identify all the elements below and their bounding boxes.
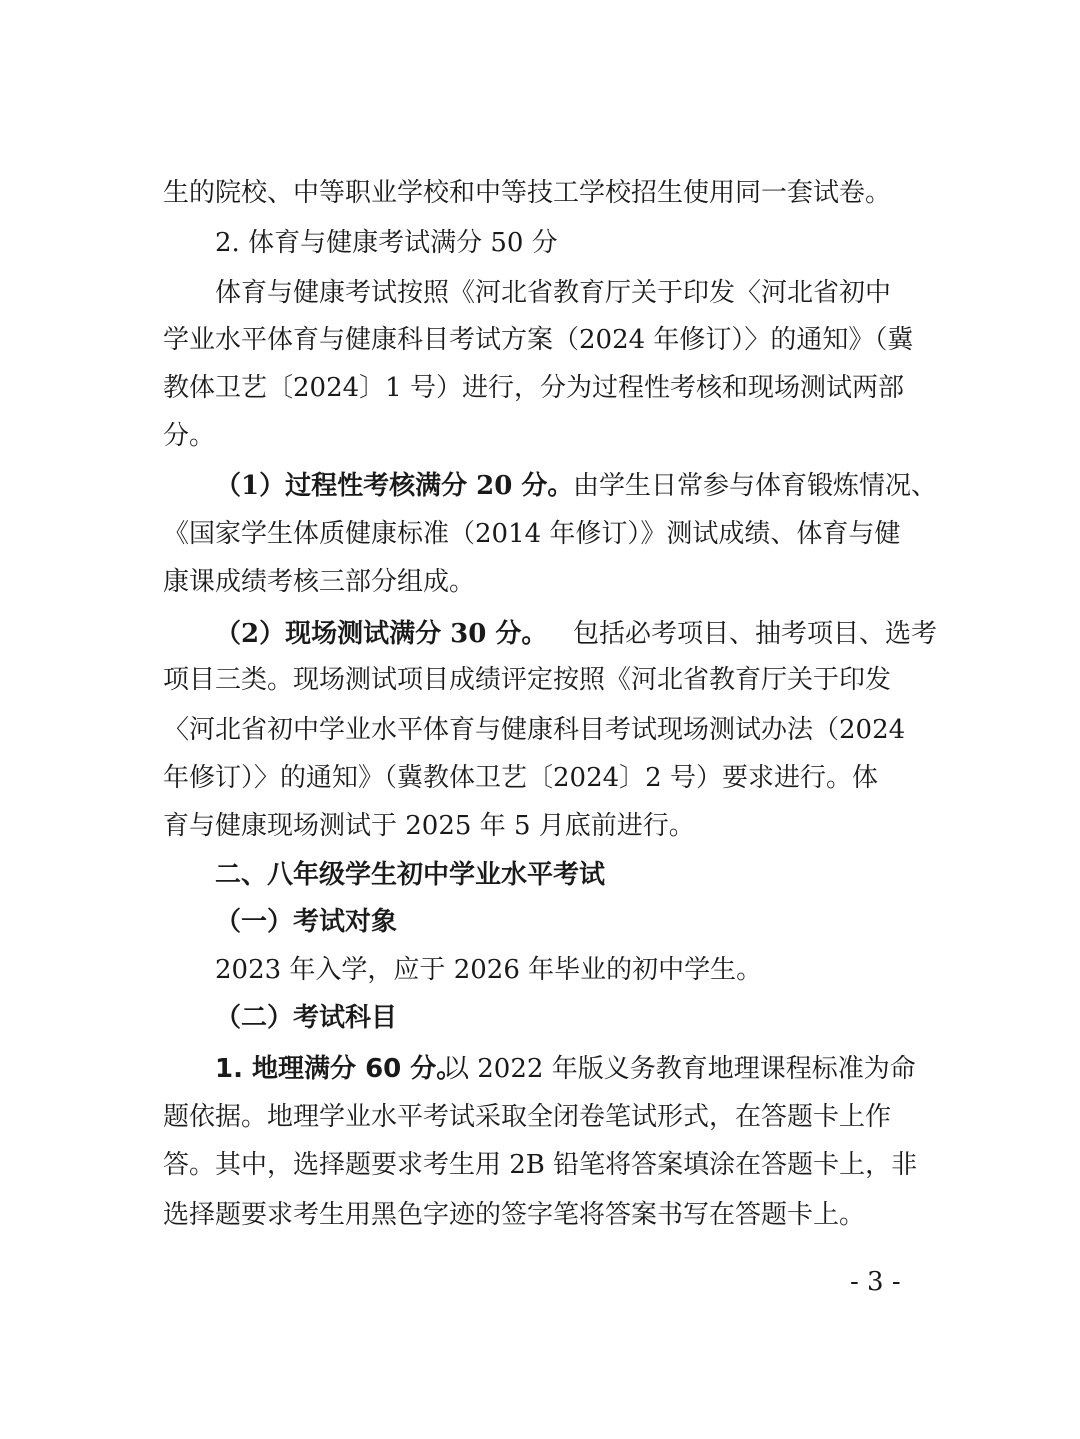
subheading-text: （一）考试对象 xyxy=(215,907,398,937)
text-line: 选择题要求考生用黑色字迹的签字笔将答案书写在答题卡上。 xyxy=(163,1200,866,1230)
paragraph-line xyxy=(0,416,1080,456)
paragraph-line xyxy=(0,320,1080,360)
paragraph-line xyxy=(0,758,1080,798)
paragraph-line xyxy=(0,368,1080,408)
text-line: 康课成绩考核三部分组成。 xyxy=(163,567,476,597)
paragraph-line xyxy=(0,1049,1080,1089)
subheading-text: （1）过程性考核满分 20 分。 xyxy=(215,471,574,501)
text-line: 育与健康现场测试于 2025 年 5 月底前进行。 xyxy=(163,811,695,841)
paragraph-line xyxy=(0,1145,1080,1185)
paragraph-line xyxy=(0,562,1080,602)
paragraph-line xyxy=(0,710,1080,750)
text-line: 年修订）〉的通知》（冀教体卫艺〔2024〕2 号）要求进行。体 xyxy=(163,763,878,793)
section-heading xyxy=(0,855,1080,895)
paragraph-line xyxy=(0,660,1080,700)
paragraph-line xyxy=(0,273,1080,313)
heading-text: 2. 体育与健康考试满分 50 分 xyxy=(215,228,558,258)
text-line: 由学生日常参与体育锻炼情况、 xyxy=(573,471,938,501)
paragraph-line xyxy=(0,614,1080,654)
text-line: 题依据。地理学业水平考试采取全闭卷笔试形式，在答题卡上作 xyxy=(163,1102,892,1132)
text-line: 体育与健康考试按照《河北省教育厅关于印发〈河北省初中 xyxy=(215,278,892,308)
text-line: 以 2022 年版义务教育地理课程标准为命 xyxy=(443,1054,916,1084)
paragraph-line xyxy=(0,950,1080,990)
text-line: 〈河北省初中学业水平体育与健康科目考试现场测试办法（2024 xyxy=(163,715,906,745)
paragraph-line xyxy=(0,806,1080,846)
subheading-text: （2）现场测试满分 30 分。 xyxy=(215,619,548,649)
paragraph-line xyxy=(0,466,1080,506)
paragraph-line xyxy=(0,1195,1080,1235)
section-subheading xyxy=(0,998,1080,1038)
text-line: 包括必考项目、抽考项目、选考 xyxy=(573,619,938,649)
paragraph-line xyxy=(0,514,1080,554)
text-line: 生的院校、中等职业学校和中等技工学校招生使用同一套试卷。 xyxy=(163,178,892,208)
page-number: - 3 - xyxy=(850,1267,901,1297)
paragraph-line xyxy=(0,173,1080,213)
subheading-text: （二）考试科目 xyxy=(215,1003,398,1033)
text-line: 学业水平体育与健康科目考试方案（2024 年修订）〉的通知》（冀 xyxy=(163,325,914,355)
heading-text: 二、八年级学生初中学业水平考试 xyxy=(215,860,606,890)
text-line: 项目三类。现场测试项目成绩评定按照《河北省教育厅关于印发 xyxy=(163,665,892,695)
text-line: 教体卫艺〔2024〕1 号）进行，分为过程性考核和现场测试两部 xyxy=(163,373,904,403)
paragraph-line xyxy=(0,1097,1080,1137)
section-heading xyxy=(0,223,1080,263)
section-subheading xyxy=(0,902,1080,942)
subheading-text: 1. 地理满分 60 分。 xyxy=(215,1054,463,1084)
text-line: 分。 xyxy=(163,421,216,451)
text-line: 《国家学生体质健康标准（2014 年修订）》测试成绩、体育与健 xyxy=(163,519,901,549)
text-line: 2023 年入学，应于 2026 年毕业的初中学生。 xyxy=(215,955,763,985)
text-line: 答。其中，选择题要求考生用 2B 铅笔将答案填涂在答题卡上，非 xyxy=(163,1150,918,1180)
